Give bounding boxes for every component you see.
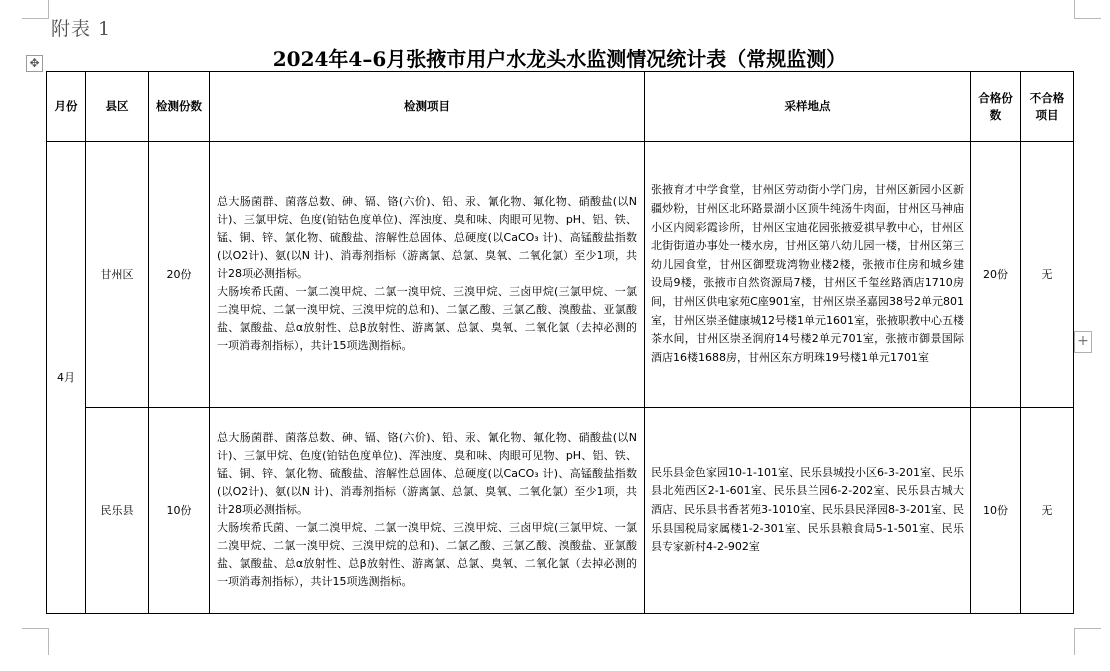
unqualified-cell: 无 bbox=[1021, 407, 1074, 613]
required-items-text: 总大肠菌群、菌落总数、砷、镉、铬(六价)、铅、汞、氰化物、氟化物、硝酸盐(以N 计)、三氯甲烷、色度(铂钴色度单位)、浑浊度、臭和味、肉眼可见物、pH、铝、铁、锰、铜、锌、氯化物、硫酸盐、溶解性总固体、总硬度(以CaCO₃ 计)、高锰酸盐指数(以O2计)、氨(以N 计)、消毒剂指标（游离氯、总氯、臭氧、二氧化氯）至少1项，共计28项必测指标。 bbox=[217, 195, 637, 281]
page-corner-mark bbox=[1074, 0, 1101, 19]
header-items: 检测项目 bbox=[210, 72, 645, 142]
table-header-row bbox=[47, 72, 1074, 142]
qualified-cell: 10份 bbox=[971, 407, 1021, 613]
items-cell bbox=[210, 407, 645, 613]
header-qualified: 合格份数 bbox=[971, 72, 1021, 142]
header-county: 县区 bbox=[86, 72, 149, 142]
optional-items-text: 大肠埃希氏菌、一氯二溴甲烷、二氯一溴甲烷、三溴甲烷、三卤甲烷(三氯甲烷、一氯二溴甲烷、二氯一溴甲烷、三溴甲烷的总和)、二氯乙酸、三氯乙酸、溴酸盐、亚氯酸盐、氯酸盐、总α放射性、总β放射性、游离氯、总氯、臭氧、二氧化氯（去掉必测的一项消毒剂指标），共计15项选测指标。 bbox=[217, 285, 637, 353]
unqualified-cell: 无 bbox=[1021, 142, 1074, 407]
add-column-button[interactable]: + bbox=[1074, 331, 1092, 353]
page-corner-mark bbox=[22, 0, 49, 19]
header-location: 采样地点 bbox=[645, 72, 971, 142]
location-cell: 民乐县金色家园10-1-101室、民乐县城投小区6-3-201室、民乐县北苑西区2-1-601室、民乐县兰园6-2-202室、民乐县古城大酒店、民乐县书香茗苑3-1010室、民乐县民泽园8-3-201室、民乐县国税局家属楼1-2-301室、民乐县粮食局5-1-501室、民乐县专家新村4-2-902室 bbox=[645, 407, 971, 613]
qualified-cell: 20份 bbox=[971, 142, 1021, 407]
county-cell: 民乐县 bbox=[86, 407, 149, 613]
header-unqualified: 不合格项目 bbox=[1021, 72, 1074, 142]
header-month: 月份 bbox=[47, 72, 86, 142]
table-move-handle-icon[interactable]: ✥ bbox=[26, 55, 43, 72]
statistics-table bbox=[46, 71, 1074, 614]
county-cell: 甘州区 bbox=[86, 142, 149, 407]
required-items-text: 总大肠菌群、菌落总数、砷、镉、铬(六价)、铅、汞、氰化物、氟化物、硝酸盐(以N 计)、三氯甲烷、色度(铂钴色度单位)、浑浊度、臭和味、肉眼可见物、pH、铝、铁、锰、铜、锌、氯化物、硫酸盐、溶解性总固体、总硬度(以CaCO₃ 计)、高锰酸盐指数(以O2计)、氨(以N 计)、消毒剂指标（游离氯、总氯、臭氧、二氧化氯）至少1项，共计28项必测指标。 bbox=[217, 431, 637, 517]
count-cell: 10份 bbox=[149, 407, 210, 613]
items-cell bbox=[210, 142, 645, 407]
count-cell: 20份 bbox=[149, 142, 210, 407]
location-cell: 张掖育才中学食堂，甘州区劳动街小学门房，甘州区新园小区新疆炒粉，甘州区北环路景湖小区顶牛纯汤牛肉面，甘州区马神庙小区内阅彩霞诊所，甘州区宝迪花园张掖爱祺早教中心，甘州区北街街道办事处一楼水房，甘州区第八幼儿园一楼，甘州区第三幼儿园食堂，甘州区御墅珑湾物业楼2楼，张掖市住房和城乡建设局9楼，张掖市自然资源局7楼，甘州区千玺丝路酒店1710房间，甘州区供电家苑C座901室，甘州区崇圣嘉园38号2单元801室，甘州区崇圣健康城12号楼1单元1601室，张掖职教中心五楼茶水间，甘州区崇圣润府14号楼2单元701室，张掖市御景国际酒店16楼1688房，甘州区东方明珠19号楼1单元1701室 bbox=[645, 142, 971, 407]
page-title: 2024年4–6月张掖市用户水龙头水监测情况统计表（常规监测） bbox=[272, 47, 847, 71]
header-count: 检测份数 bbox=[149, 72, 210, 142]
appendix-label: 附表 1 bbox=[51, 18, 112, 40]
table-row bbox=[47, 407, 1074, 613]
page-corner-mark bbox=[1074, 628, 1101, 655]
page-corner-mark bbox=[22, 628, 49, 655]
optional-items-text: 大肠埃希氏菌、一氯二溴甲烷、二氯一溴甲烷、三溴甲烷、三卤甲烷(三氯甲烷、一氯二溴甲烷、二氯一溴甲烷、三溴甲烷的总和)、二氯乙酸、三氯乙酸、溴酸盐、亚氯酸盐、氯酸盐、总α放射性、总β放射性、游离氯、总氯、臭氧、二氧化氯（去掉必测的一项消毒剂指标），共计15项选测指标。 bbox=[217, 521, 637, 589]
table-row bbox=[47, 142, 1074, 407]
month-cell: 4月 bbox=[47, 142, 86, 614]
